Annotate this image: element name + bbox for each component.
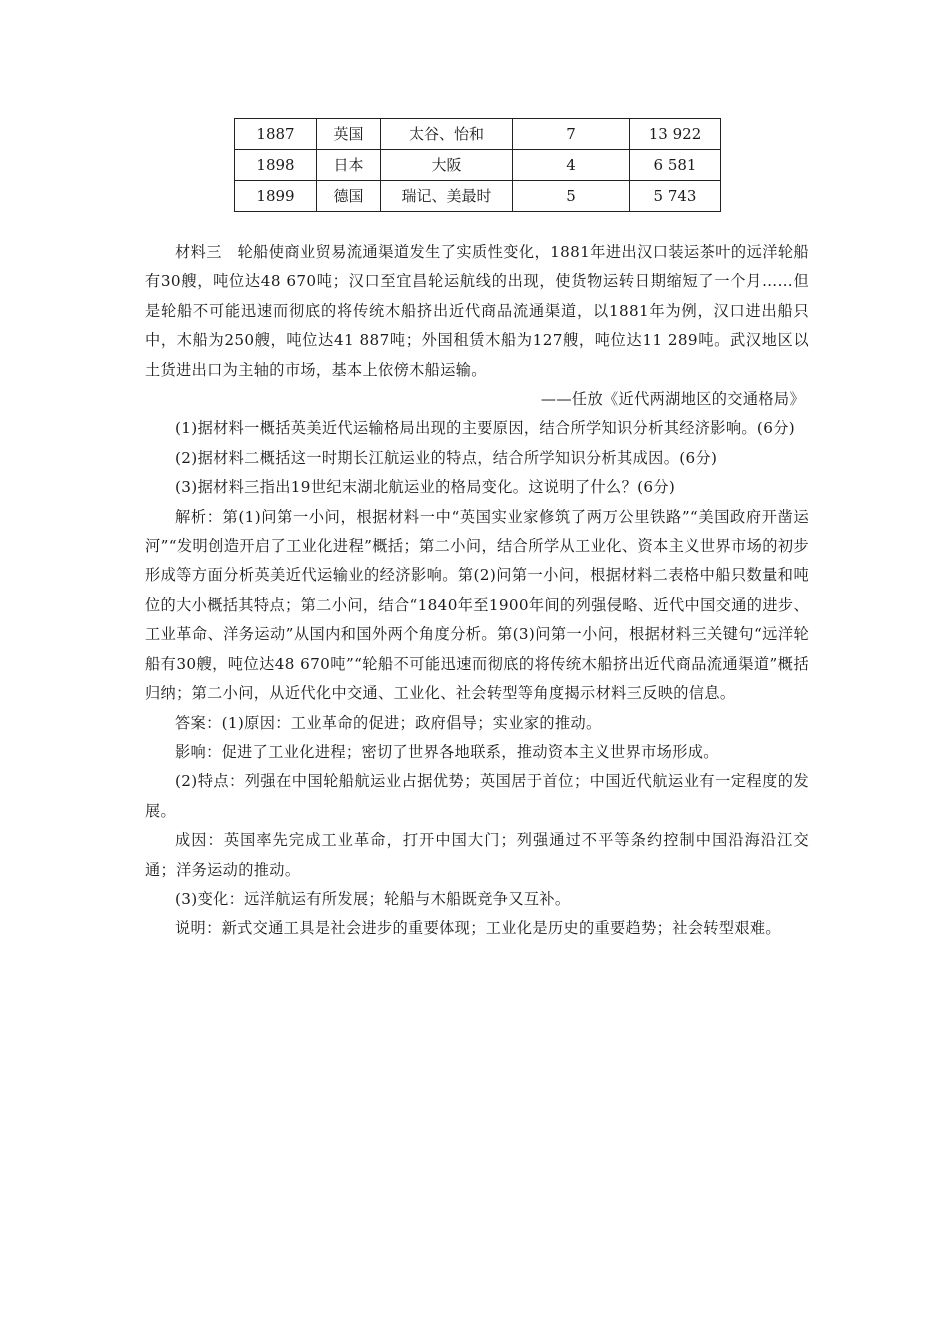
table-row	[235, 181, 721, 212]
table-cell-tonnage: 6 581	[630, 150, 721, 181]
answer-3-changes: (3)变化：远洋航运有所发展；轮船与木船既竞争又互补。	[175, 889, 571, 908]
answer-2-features: (2)特点：列强在中国轮船航运业占据优势；英国居于首位；中国近代航运业有一定程度的发展。	[145, 772, 809, 820]
question-3: (3)据材料三指出19世纪末湖北航运业的格局变化。这说明了什么？(6分)	[175, 478, 676, 497]
answer-3-explanation: 说明：新式交通工具是社会进步的重要体现；工业化是历史的重要趋势；社会转型艰难。	[175, 919, 781, 938]
table-cell-year: 1899	[235, 181, 317, 212]
answer-2-causes: 成因：英国率先完成工业革命，打开中国大门；列强通过不平等条约控制中国沿海沿江交通；洋务运动的推动。	[145, 831, 809, 879]
table-cell-country: 日本	[317, 150, 381, 181]
material-three-paragraph: 材料三 轮船使商业贸易流通渠道发生了实质性变化，1881年进出汉口装运茶叶的远洋轮船有30艘，吨位达48 670吨；汉口至宜昌轮运航线的出现，使货物运转日期缩短了一个月……但是轮船不可能迅速而彻底的将传统木船挤出近代商品流通渠道，以1881年为例，汉口进出船只中，木船为250艘，吨位达41 887吨；外国租赁木船为127艘，吨位达11 289吨。武汉地区以土货进出口为主轴的市场，基本上依傍木船运输。	[145, 243, 809, 379]
material-three-source: ——任放《近代两湖地区的交通格局》	[540, 390, 805, 409]
document-body	[145, 238, 809, 944]
table-cell-tonnage: 13 922	[630, 119, 721, 150]
table-cell-company: 太谷、怡和	[381, 119, 513, 150]
question-1: (1)据材料一概括英美近代运输格局出现的主要原因，结合所学知识分析其经济影响。(6分)	[175, 419, 796, 438]
table-cell-ship-count: 7	[513, 119, 630, 150]
table-row	[235, 150, 721, 181]
shipping-table	[234, 118, 721, 212]
question-2: (2)据材料二概括这一时期长江航运业的特点，结合所学知识分析其成因。(6分)	[175, 448, 718, 467]
table-row	[235, 119, 721, 150]
table-cell-ship-count: 5	[513, 181, 630, 212]
table-cell-ship-count: 4	[513, 150, 630, 181]
table-cell-company: 大阪	[381, 150, 513, 181]
answer-1-impact: 影响：促进了工业化进程；密切了世界各地联系，推动资本主义世界市场形成。	[175, 742, 719, 761]
analysis-paragraph: 解析：第(1)问第一小问，根据材料一中“英国实业家修筑了两万公里铁路”“美国政府开凿运河”“发明创造开启了工业化进程”概括；第二小问，结合所学从工业化、资本主义世界市场的初步形成等方面分析英美近代运输业的经济影响。第(2)问第一小问，根据材料二表格中船只数量和吨位的大小概括其特点；第二小问，结合“1840年至1900年间的列强侵略、近代中国交通的进步、工业革命、洋务运动”从国内和国外两个角度分析。第(3)问第一小问，根据材料三关键句“远洋轮船有30艘，吨位达48 670吨”“轮船不可能迅速而彻底的将传统木船挤出近代商品流通渠道”概括归纳；第二小问，从近代化中交通、工业化、社会转型等角度揭示材料三反映的信息。	[145, 507, 809, 703]
table-cell-country: 德国	[317, 181, 381, 212]
table-cell-year: 1887	[235, 119, 317, 150]
table-cell-country: 英国	[317, 119, 381, 150]
table-cell-year: 1898	[235, 150, 317, 181]
table-cell-tonnage: 5 743	[630, 181, 721, 212]
answer-1-reasons: 答案：(1)原因：工业革命的促进；政府倡导；实业家的推动。	[175, 713, 602, 732]
table-cell-company: 瑞记、美最时	[381, 181, 513, 212]
